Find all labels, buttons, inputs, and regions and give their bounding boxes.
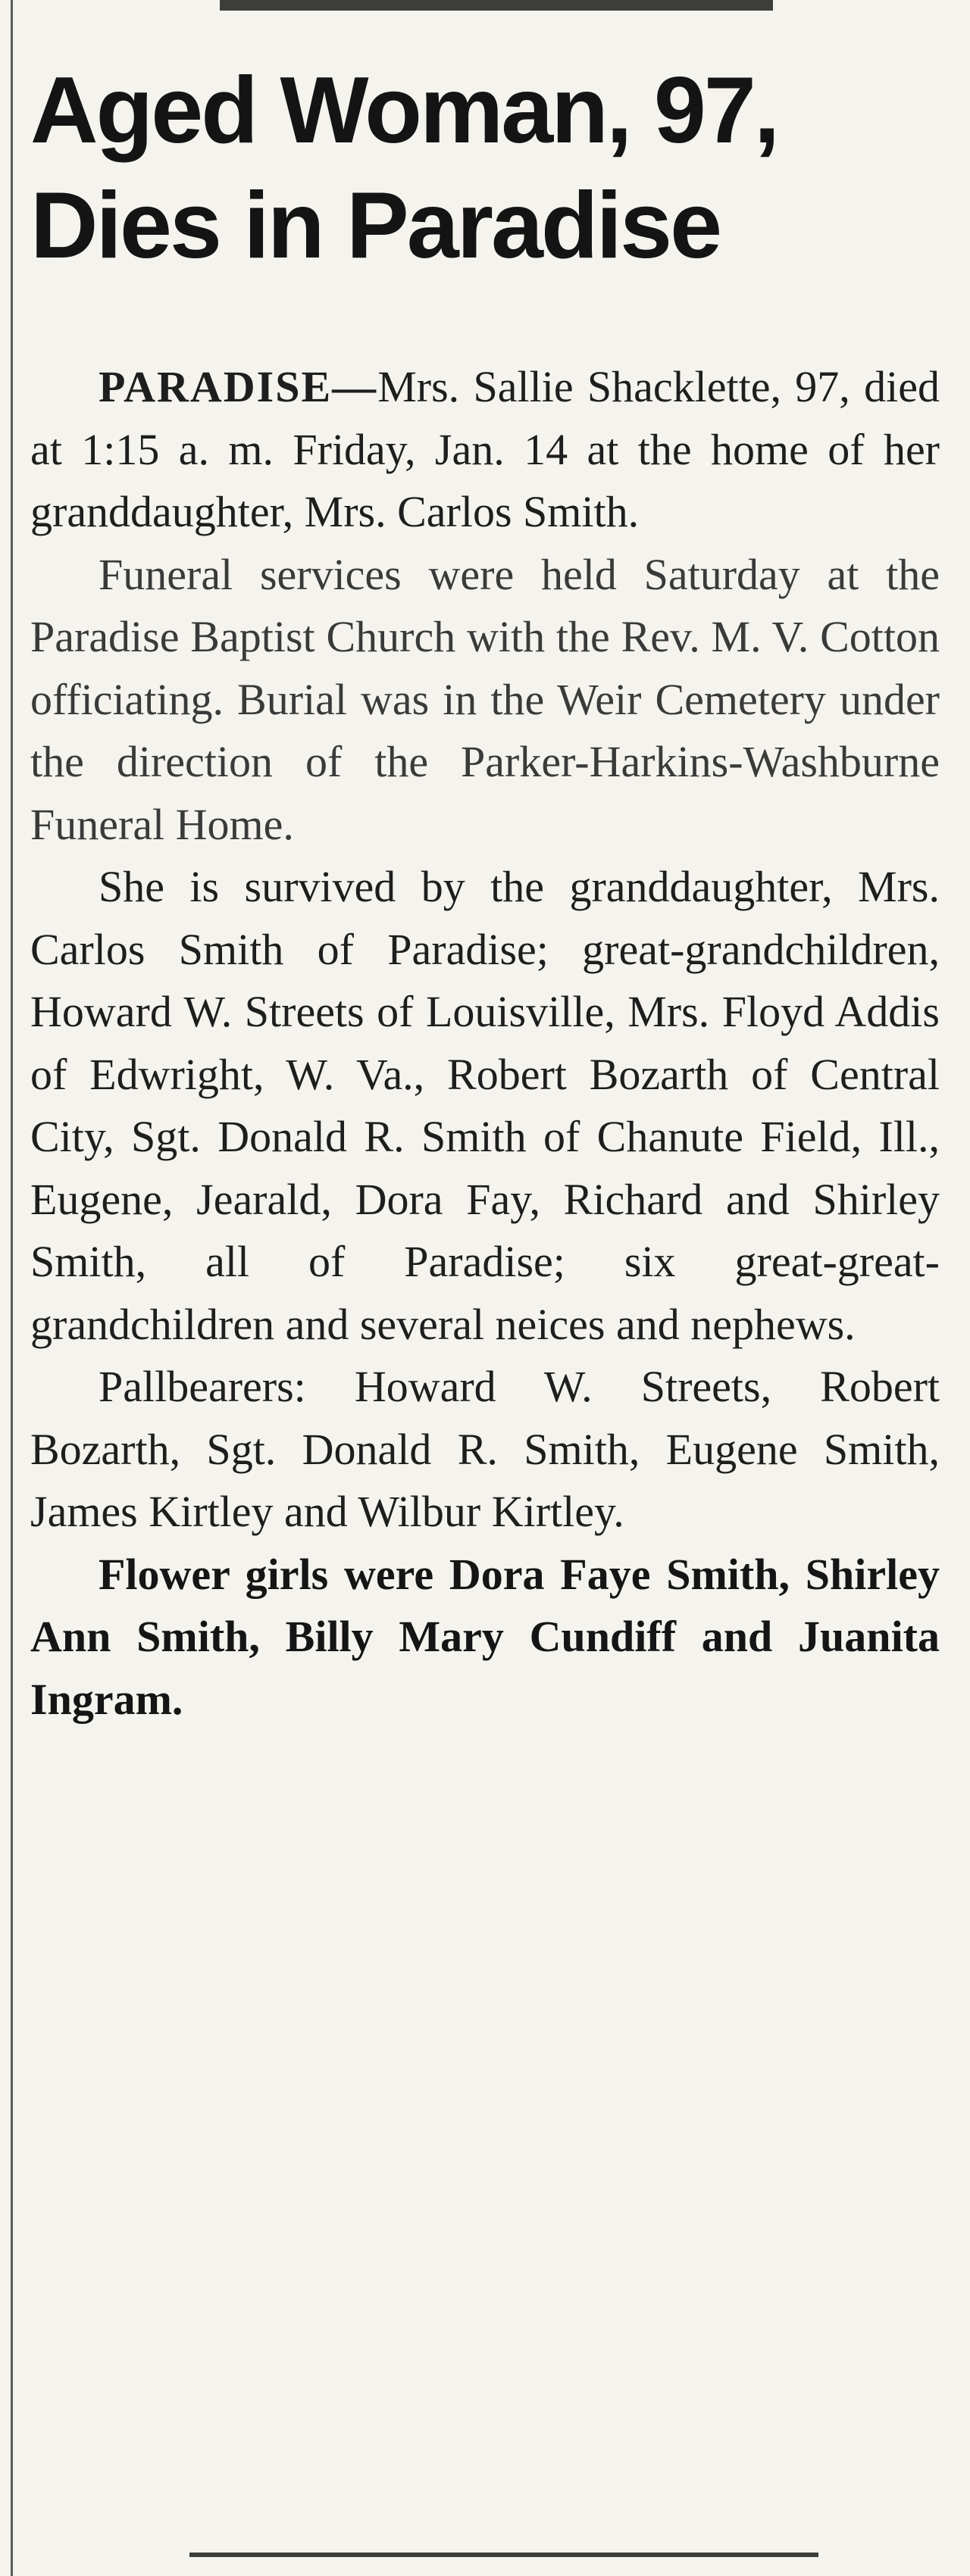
article-paragraph-2: Funeral services were held Saturday at the Paradise Baptist Church with the Rev. M. V. Cotton officiating. Burial was in the Weir Cemetery under the direction of the Parker-Harkins-Washburne Funeral Home. [30,549,940,849]
bottom-rule [189,2553,818,2557]
top-rule [220,0,773,11]
paragraph-1-text: Mrs. Sallie Shacklette, 97, died at 1:15 a. m. Friday, Jan. 14 at the home of her granddaughter, Mrs. Carlos Smith. [30,362,940,536]
headline-line-2: Dies in Paradise [30,173,721,278]
article-body [30,356,940,1731]
column-rule [11,0,13,2576]
article-paragraph-4: Pallbearers: Howard W. Streets, Robert Bozarth, Sgt. Donald R. Smith, Eugene Smith, James Kirtley and Wilbur Kirtley. [30,1362,940,1536]
article-paragraph-5: Flower girls were Dora Faye Smith, Shirley Ann Smith, Billy Mary Cundiff and Juanita Ingram. [30,1549,940,1724]
headline-line-1: Aged Woman, 97, [30,58,778,163]
dateline: PARADISE— [99,362,378,411]
article-paragraph-3: She is survived by the granddaughter, Mrs. Carlos Smith of Paradise; great-grandchildren, Howard W. Streets of Louisville, Mrs. Floyd Addis of Edwright, W. Va., Robert Bozarth of Central City, Sgt. Donald R. Smith of Chanute Field, Ill., Eugene, Jearald, Dora Fay, Richard and Shirley Smith, all of Paradise; six great-great-grandchildren and several neices and nephews. [30,862,940,1349]
article-paragraph-1 [30,356,940,544]
headline [30,53,940,283]
